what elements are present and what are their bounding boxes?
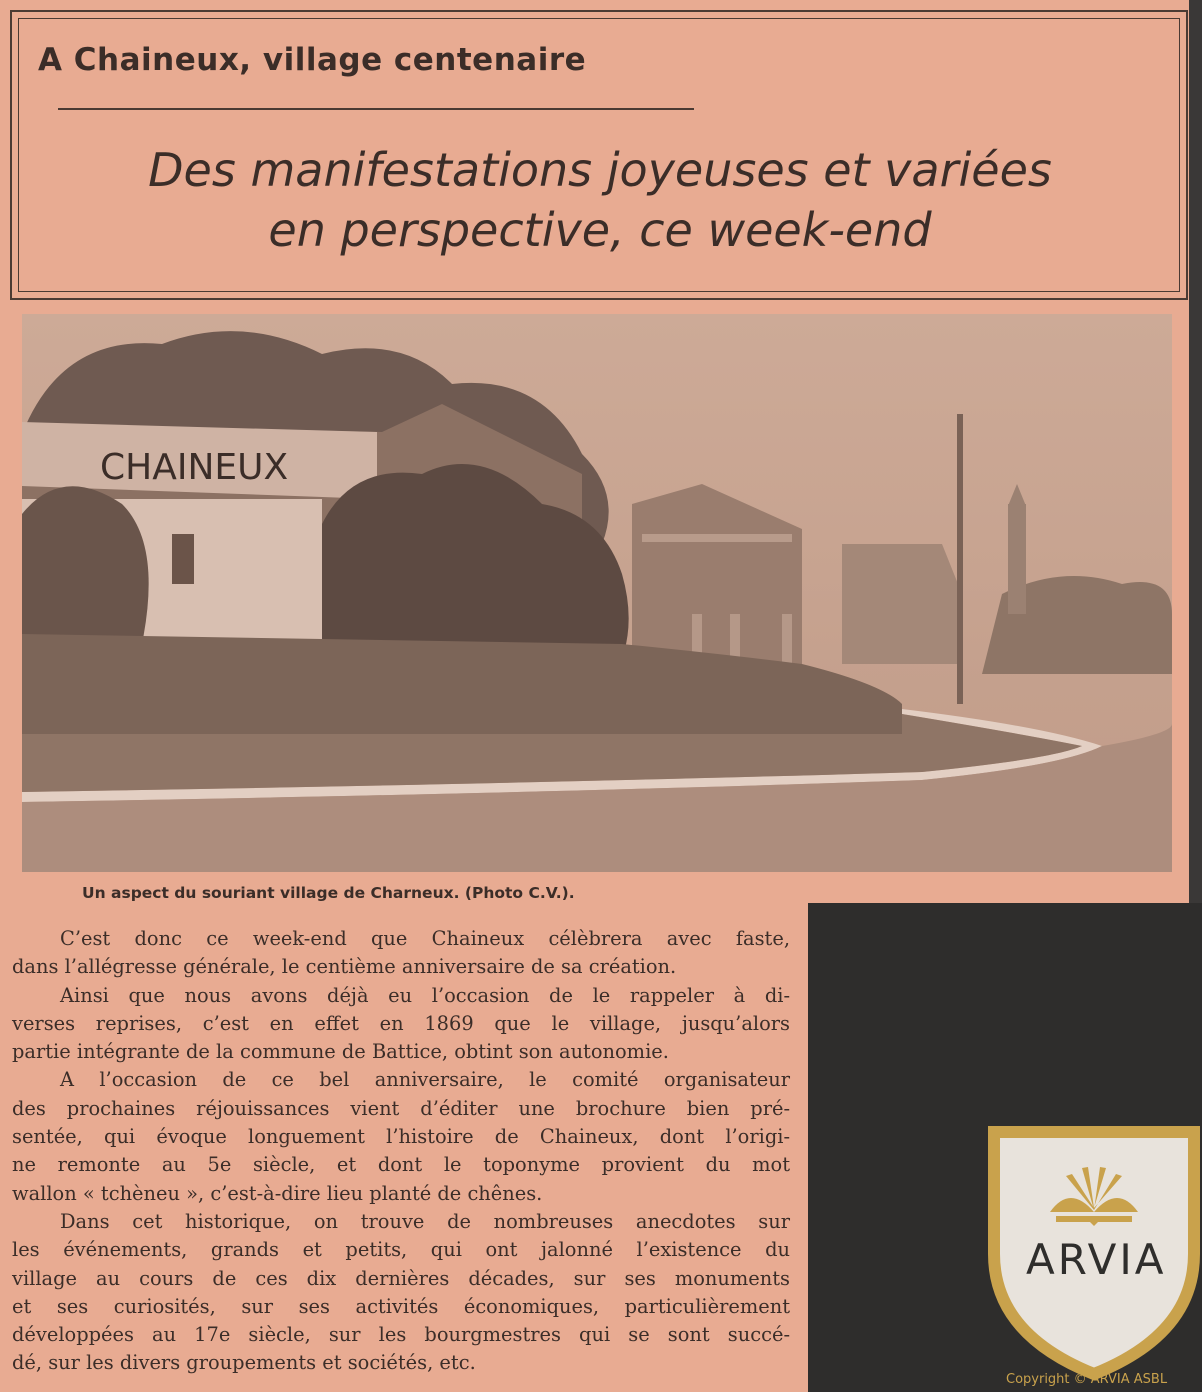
paragraph-1 [12,925,790,982]
copyright-notice: Copyright © ARVIA ASBL [1006,1372,1168,1387]
text-line: et ses curiosités, sur ses activités économiques, particulièrement [12,1294,790,1318]
scan-background-edge [1189,0,1202,903]
text-line: les événements, grands et petits, qui ont jalonné l’existence du [12,1238,790,1262]
paragraph-4 [12,1208,790,1378]
text-line: dans l’allégresse générale, le centième anniversaire de sa création. [12,955,677,979]
paragraph-3 [12,1066,790,1207]
article-kicker: A Chaineux, village centenaire [38,42,587,78]
text-line: développées au 17e siècle, sur les bourgmestres qui se sont succé- [12,1323,790,1347]
text-line: des prochaines réjouissances vient d’éditer une brochure bien pré- [12,1096,790,1120]
article-photo [22,314,1172,872]
text-line: verses reprises, c’est en effet en 1869 que le village, jusqu’alors [12,1011,790,1035]
headline-line-1: Des manifestations joyeuses et variées [148,143,1052,197]
text-line: sentée, qui évoque longuement l’histoire de Chaineux, dont l’origi- [12,1125,790,1149]
text-line: partie intégrante de la commune de Battice, obtint son autonomie. [12,1040,669,1064]
photo-sign-text: CHAINEUX [100,447,289,488]
kicker-divider [58,108,694,110]
paragraph-2 [12,982,790,1067]
text-line: ne remonte au 5e siècle, et dont le toponyme provient du mot [12,1153,790,1177]
text-line: A l’occasion de ce bel anniversaire, le comité organisateur [60,1068,790,1092]
article-headline [60,140,1140,260]
headline-line-2: en perspective, ce week-end [268,203,932,257]
text-line: village au cours de ces dix dernières décades, sur ses monuments [12,1266,790,1290]
text-line: Dans cet historique, on trouve de nombreuses anecdotes sur [60,1209,790,1233]
photo-caption: Un aspect du souriant village de Charneux. (Photo C.V.). [82,884,575,902]
text-line: C’est donc ce week-end que Chaineux célèbrera avec faste, [60,927,790,950]
text-line: wallon « tchèneu », c’est-à-dire lieu planté de chênes. [12,1181,543,1205]
article-body [12,925,790,1378]
text-line: Ainsi que nous avons déjà eu l’occasion de le rappeler à di- [60,983,790,1007]
text-line: dé, sur les divers groupements et sociétés, etc. [12,1351,476,1375]
arvia-logo-text: ARVIA [1026,1235,1167,1284]
